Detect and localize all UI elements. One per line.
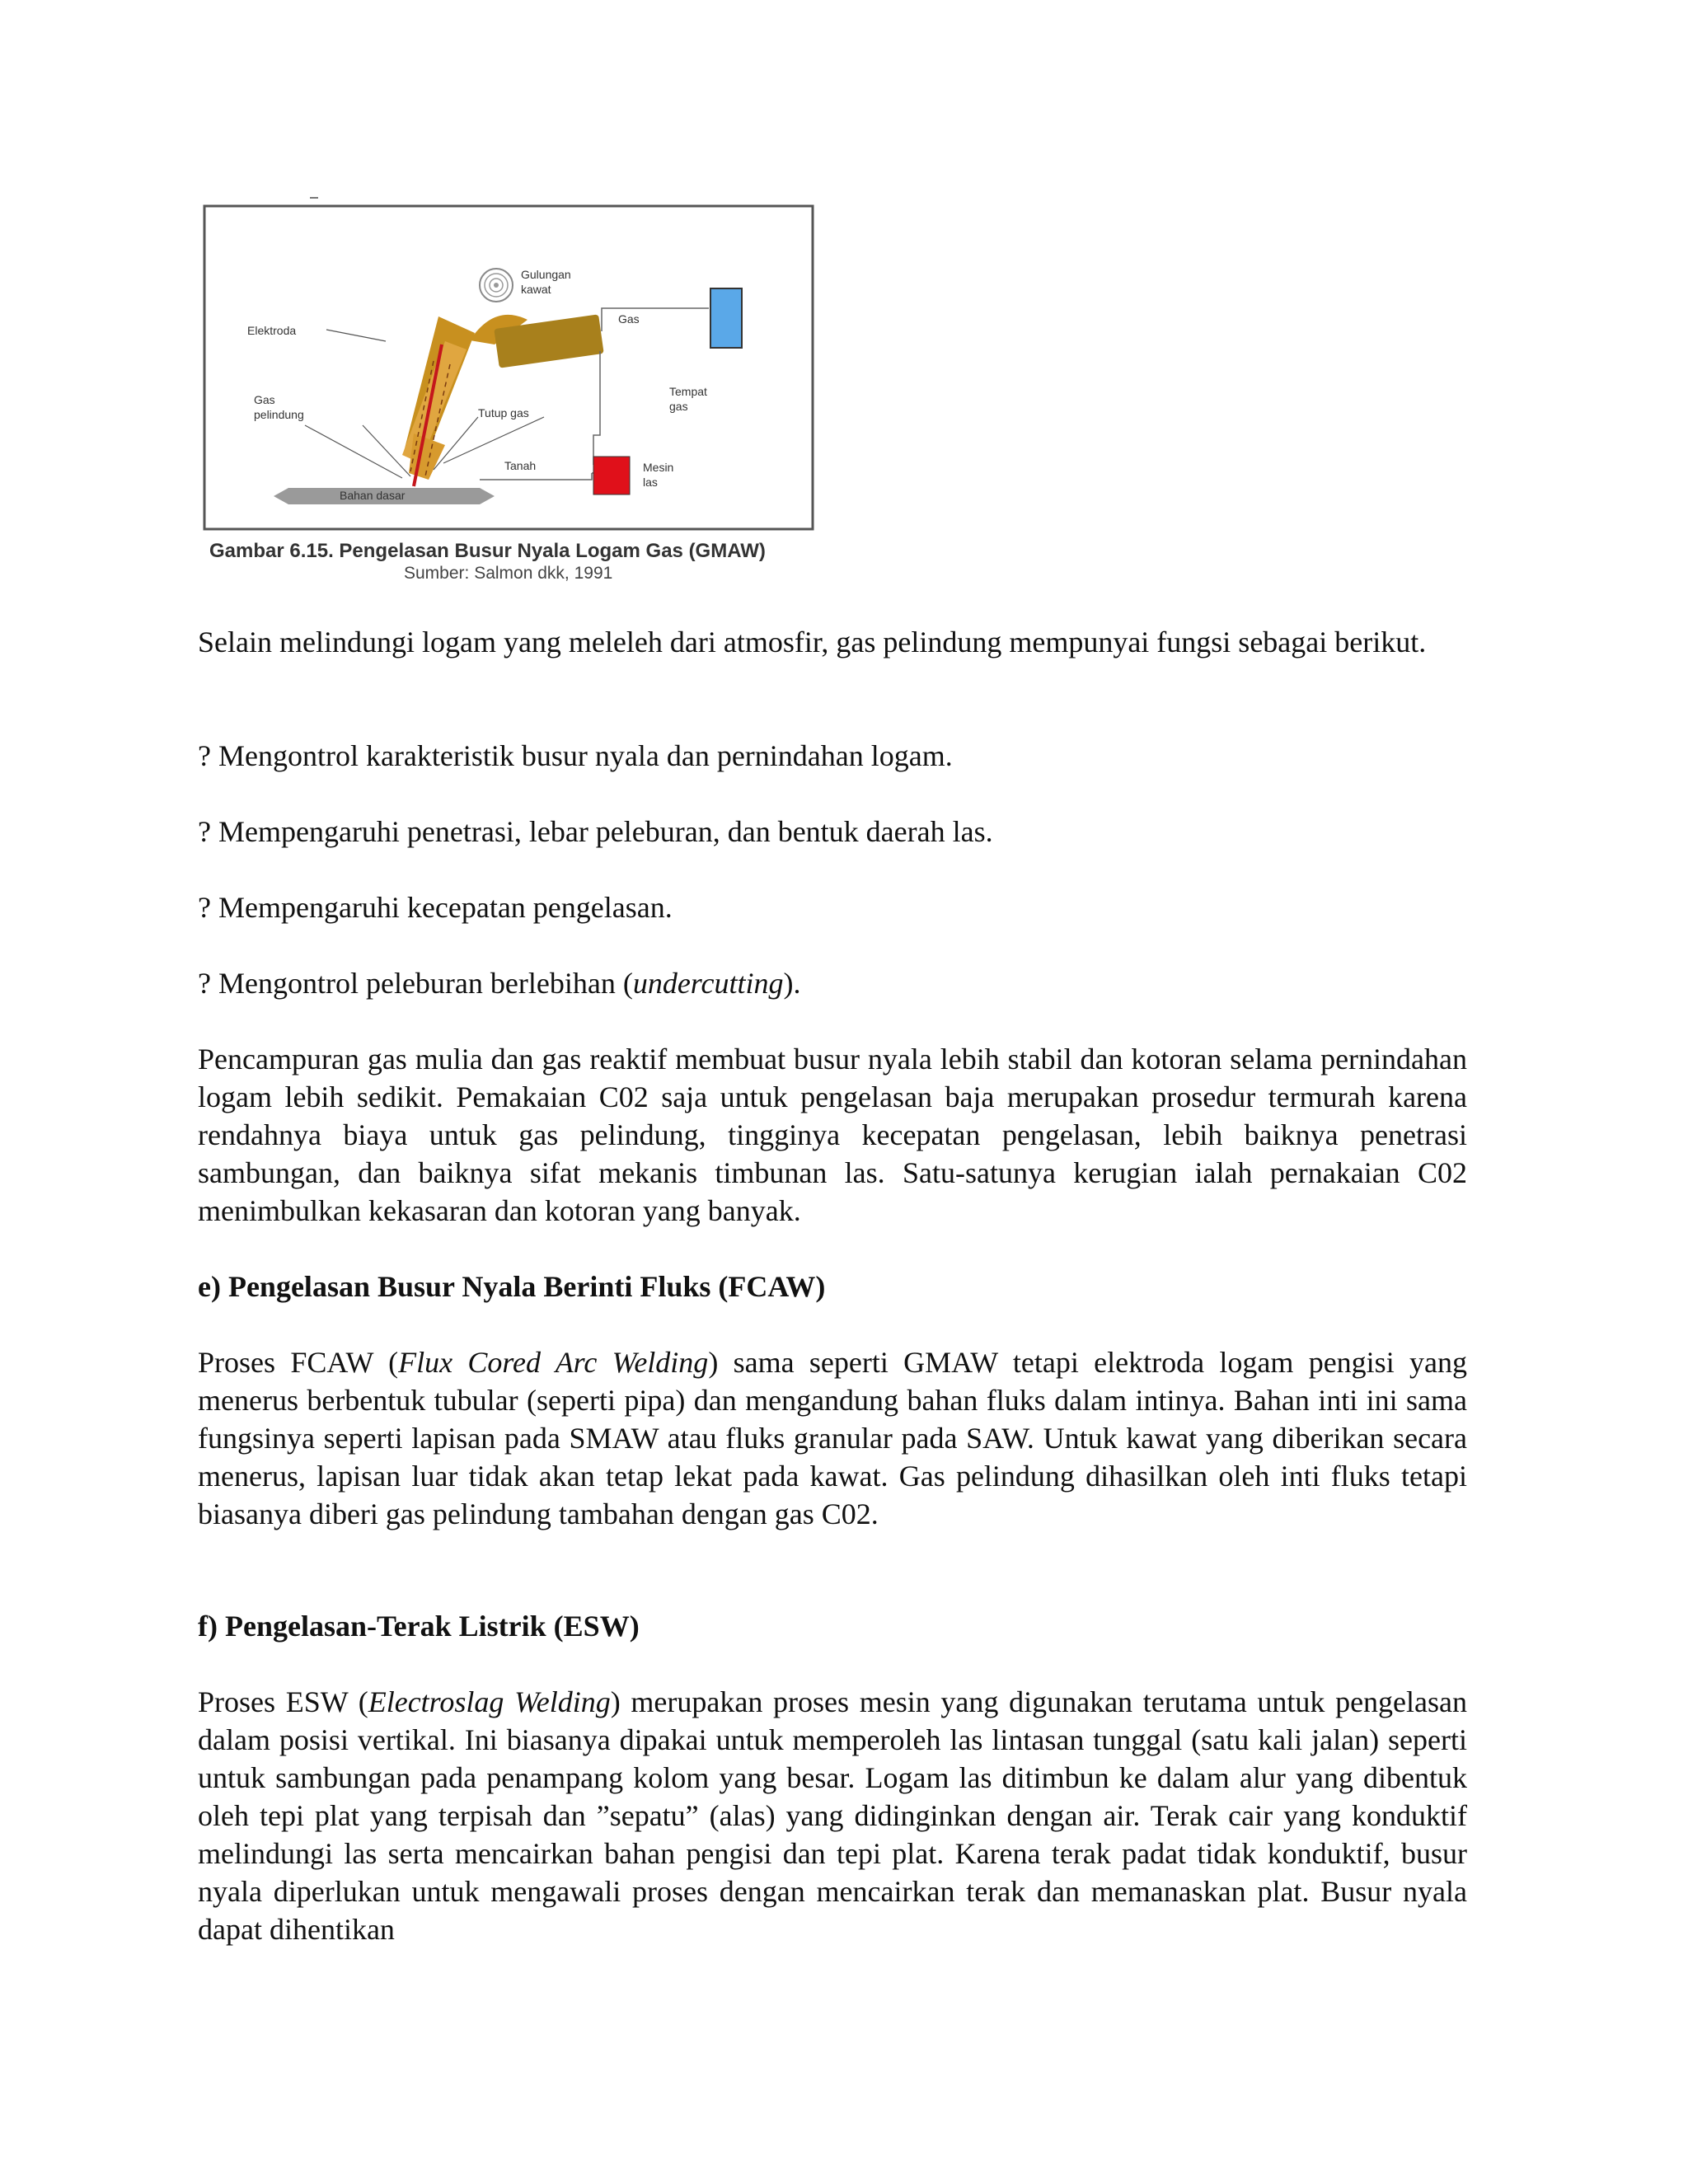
base-plate [274,488,495,504]
bullet-item-undercutting [198,964,1467,1002]
label-tutup-gas: Tutup gas [478,406,529,419]
label-tempat-gas-1: Tempat [669,385,707,398]
label-gulungan: Gulungan [521,268,571,281]
gmaw-diagram [198,188,849,583]
esw-text-rest: ) merupakan proses mesin yang digunakan terutama untuk pengelasan dalam posisi vertikal. Ini biasanya dipakai untuk memperoleh las lintasan tunggal (satu kali jalan) seperti untuk sambungan pada penampang kolom yang besar. Logam las ditimbun ke dalam alur yang dibentuk oleh tepi plat yang terpisah dan ”sepatu” (alas) yang didinginkan dengan air. Terak cair yang konduktif melindungi las serta mencairkan bahan pengisi dan tepi plat. Karena terak padat tidak konduktif, busur nyala diperlukan untuk mengawali proses dengan mencairkan terak dan memanaskan plat. Busur nyala dapat dihentikan [198,1685,1467,1946]
wire-spool-icon [480,269,513,302]
label-tempat-gas-2: gas [669,400,688,413]
fcaw-paragraph [198,1343,1467,1533]
figure-source: Sumber: Salmon dkk, 1991 [404,564,613,583]
bullet-item: ? Mempengaruhi kecepatan pengelasan. [198,891,673,924]
label-mesin-las-2: las [643,476,658,489]
gas-tank [710,288,742,348]
fcaw-text-start: Proses FCAW ( [198,1346,399,1379]
intro-paragraph: Selain melindungi logam yang meleleh dari atmosfir, gas pelindung mempunyai fungsi sebagai berikut. [198,626,1427,658]
esw-paragraph [198,1683,1467,1948]
label-mesin-las-1: Mesin [643,461,674,474]
bullet-item: ? Mempengaruhi penetrasi, lebar peleburan, dan bentuk daerah las. [198,815,993,848]
label-bahan-dasar: Bahan dasar [340,489,406,502]
heading-esw: f) Pengelasan-Terak Listrik (ESW) [198,1610,640,1643]
label-gas-pelindung-1: Gas [254,393,275,406]
label-kawat: kawat [521,283,551,296]
fcaw-text-rest: ) sama seperti GMAW tetapi elektroda logam pengisi yang menerus berbentuk tubular (seperti pipa) dan mengandung bahan fluks dalam intinya. Bahan inti ini sama fungsinya seperti lapisan pada SMAW atau fluks granular pada SAW. Untuk kawat yang diberikan secara menerus, lapisan luar tidak akan tetap lekat pada kawat. Gas pelindung dihasilkan oleh inti fluks tetapi biasanya diberi gas pelindung tambahan dengan gas C02. [198,1346,1467,1530]
bullet-item: ? Mengontrol karakteristik busur nyala dan pernindahan logam. [198,739,953,772]
label-gas-pelindung-2: pelindung [254,408,304,421]
bullet4-tail: ). [783,967,801,1000]
fcaw-italic: Flux Cored Arc Welding [398,1346,709,1379]
esw-text-start: Proses ESW ( [198,1685,368,1718]
esw-italic: Electroslag Welding [368,1685,611,1718]
bullet4-text: ? Mengontrol peleburan berlebihan ( [198,967,633,1000]
heading-fcaw: e) Pengelasan Busur Nyala Berinti Fluks (FCAW) [198,1270,826,1303]
label-tanah: Tanah [504,459,537,472]
bullet4-italic: undercutting [632,967,784,1000]
welding-machine [593,457,630,494]
figure-caption: Gambar 6.15. Pengelasan Busur Nyala Logam Gas (GMAW) [209,540,766,562]
mixing-paragraph: Pencampuran gas mulia dan gas reaktif membuat busur nyala lebih stabil dan kotoran selama pernindahan logam lebih sedikit. Pemakaian C02 saja untuk pengelasan baja merupakan prosedur termurah karena rendahnya biaya untuk gas pelindung, tingginya kecepatan pengelasan, lebih baiknya penetrasi sambungan, dan baiknya sifat mekanis timbunan las. Satu-satunya kerugian ialah pernakaian C02 menimbulkan kekasaran dan kotoran yang banyak. [198,1043,1467,1227]
label-elektroda: Elektroda [247,324,297,337]
gmaw-figure [198,188,849,583]
figure-frame [204,206,813,529]
label-gas: Gas [618,312,640,326]
